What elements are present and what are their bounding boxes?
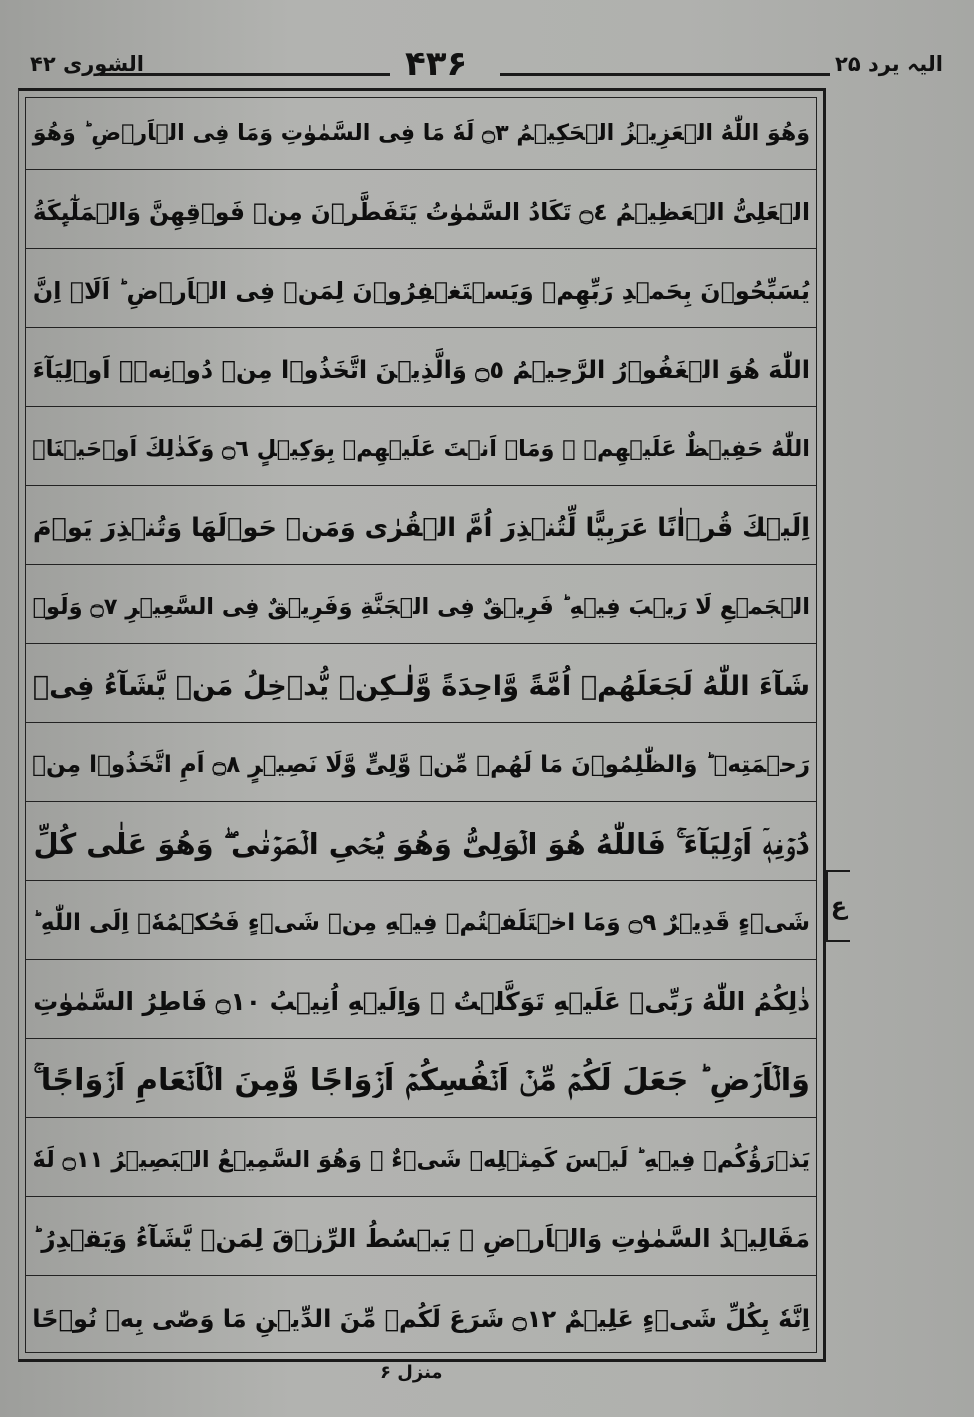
verse-line-text: الۡجَمۡعِ لَا رَيۡبَ فِيۡهِ ؕ فَرِيۡقٌ فِى الۡجَنَّةِ وَفَرِيۡقٌ فِى السَّعِيۡرِ ۝٧ وَلَوۡ (32, 594, 810, 621)
page-header (30, 44, 944, 90)
surah-label: الشوری ۴۲ (30, 52, 144, 76)
verse-line-text: اِلَيۡكَ قُرۡاٰنًا عَرَبِيًّا لِّتُنۡذِرَ اُمَّ الۡقُرٰى وَمَنۡ حَوۡلَهَا وَتُنۡذِرَ يَوۡمَ (32, 512, 810, 543)
verse-line (26, 177, 816, 249)
verse-line-text: يُسَبِّحُوۡنَ بِحَمۡدِ رَبِّهِمۡ وَيَسۡتَغۡفِرُوۡنَ لِمَنۡ فِى الۡاَرۡضِ ؕ اَلَاۤ اِنَّ (32, 276, 810, 305)
header-rule-right (500, 73, 830, 76)
verse-line (26, 651, 816, 723)
verse-line (26, 1125, 816, 1197)
verse-line (26, 256, 816, 328)
verse-line-text: يَذۡرَؤُكُمۡ فِيۡهِ ؕ لَيۡسَ كَمِثۡلِهٖ شَىۡءٌ ۚ وَهُوَ السَّمِيۡعُ الۡبَصِيۡرُ ۝١١ لَهٗ (32, 1147, 810, 1174)
verse-line-text: شَآءَ اللّٰهُ لَجَعَلَهُمۡ اُمَّةً وَّاحِدَةً وَّلٰـكِنۡ يُّدۡخِلُ مَنۡ يَّشَآءُ فِىۡ (32, 670, 810, 702)
verse-line-text: اِنَّهٗ بِكُلِّ شَىۡءٍ عَلِيۡمٌ ۝١٢ شَرَعَ لَكُمۡ مِّنَ الدِّيۡنِ مَا وَصّٰى بِهٖ نُوۡحًا (32, 1304, 810, 1333)
verse-line-text: وَالۡاَرۡضِ ؕ جَعَلَ لَكُمۡ مِّنۡ اَنۡفُسِكُمۡ اَزۡوَاجًا وَّمِنَ الۡاَنۡعَامِ اَزۡوَاجًا ۚ (33, 1063, 810, 1099)
verse-line (26, 1204, 816, 1276)
page-number: ۴۳۶ (405, 44, 468, 84)
verse-line (26, 572, 816, 644)
manzil-footer: منزل ۶ (380, 1362, 443, 1383)
verse-line (26, 414, 816, 486)
verse-line-text: دُوۡنِهٖۤ اَوۡلِيَآءَ ۚ فَاللّٰهُ هُوَ الۡوَلِىُّ وَهُوَ يُحۡىِ الۡمَوۡتٰى ۖ وَهُوَ عَلٰى كُلِّ (33, 827, 810, 861)
verse-line (26, 967, 816, 1039)
verse-line-text: الۡعَلِىُّ الۡعَظِيۡمُ ۝٤ تَكَادُ السَّمٰوٰتُ يَتَفَطَّرۡنَ مِنۡ فَوۡقِهِنَّ وَالۡمَلٰٓٮِٕكَةُ (32, 197, 810, 226)
verse-line-text: ذٰلِكُمُ اللّٰهُ رَبِّىۡ عَلَيۡهِ تَوَكَّلۡتُ ۖ وَاِلَيۡهِ اُنِيۡبُ ۝١٠ فَاطِرُ السَّمٰوٰتِ (33, 987, 810, 1017)
verse-line-text: مَقَالِيۡدُ السَّمٰوٰتِ وَالۡاَرۡضِ ۚ يَبۡسُطُ الرِّزۡقَ لِمَنۡ يَّشَآءُ وَيَقۡدِرُ ؕ (32, 1224, 810, 1254)
text-frame (18, 88, 826, 1362)
juz-label: الیہ یرد ۲۵ (835, 52, 943, 76)
verse-line (26, 493, 816, 565)
ruku-marker: ع (826, 870, 850, 942)
verse-line (26, 730, 816, 802)
text-frame-inner (25, 97, 817, 1353)
verse-line-text: اللّٰهُ حَفِيۡظٌ عَلَيۡهِمۡ ۖ وَمَاۤ اَنۡتَ عَلَيۡهِمۡ بِوَكِيۡلٍ ۝٦ وَكَذٰلِكَ اَوۡحَيۡنَاۤ (32, 436, 810, 463)
verse-line (26, 1046, 816, 1118)
verse-line (26, 1283, 816, 1355)
verse-line-text: وَهُوَ اللّٰهُ الۡعَزِيۡزُ الۡحَكِيۡمُ ۝٣ لَهٗ مَا فِى السَّمٰوٰتِ وَمَا فِى الۡاَرۡضِ ؕ وَهُوَ (32, 120, 810, 147)
verse-line (26, 98, 816, 170)
verse-line-text: شَىۡءٍ قَدِيۡرٌ ۝٩ وَمَا اخۡتَلَفۡتُمۡ فِيۡهِ مِنۡ شَىۡءٍ فَحُكۡمُهٗۤ اِلَى اللّٰهِ ؕ (32, 909, 810, 936)
verse-line-text: اللّٰهَ هُوَ الۡغَفُوۡرُ الرَّحِيۡمُ ۝٥ وَالَّذِيۡنَ اتَّخَذُوۡا مِنۡ دُوۡنِهٖۤ اَوۡلِيَآءَ (32, 356, 810, 385)
verse-line (26, 888, 816, 960)
verse-line-text: رَحۡمَتِهٖ ؕ وَالظّٰلِمُوۡنَ مَا لَهُمۡ مِّنۡ وَّلِىٍّ وَّلَا نَصِيۡرٍ ۝٨ اَمِ اتَّخَذُوۡا مِنۡ (32, 751, 810, 778)
verse-line (26, 335, 816, 407)
verse-line (26, 809, 816, 881)
